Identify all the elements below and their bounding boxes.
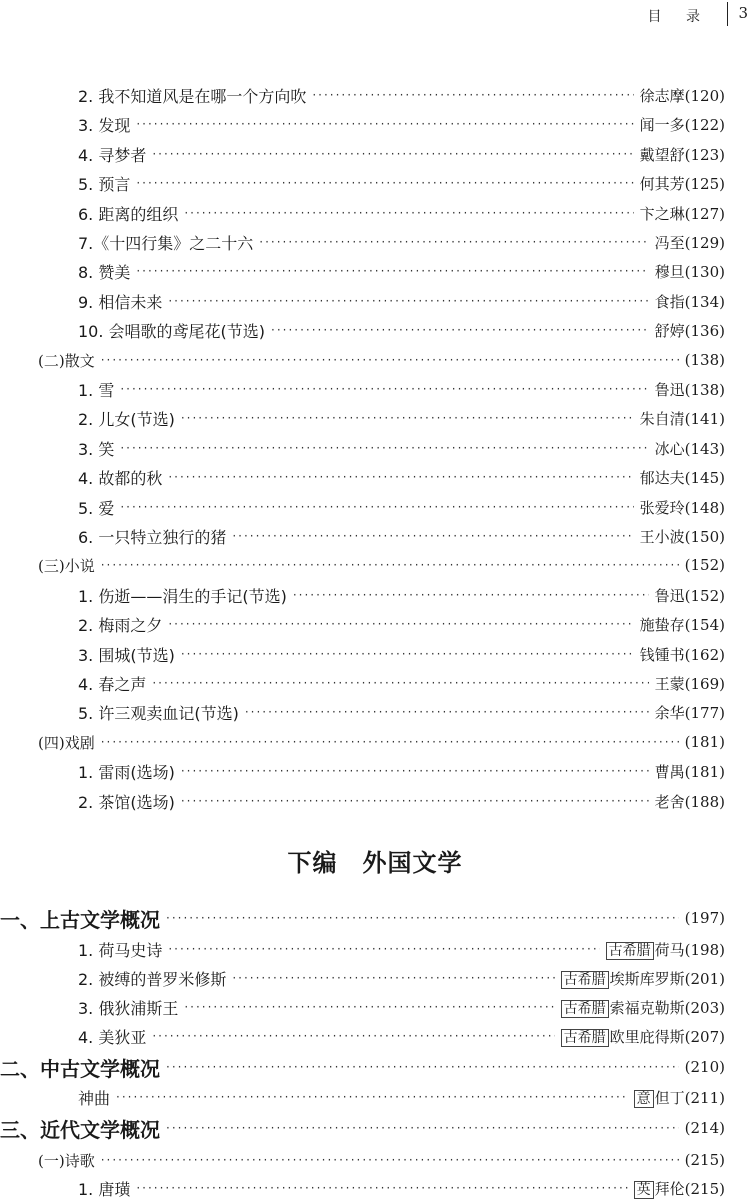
toc-entry-author-page bbox=[634, 526, 725, 547]
author-page-text: 埃斯库罗斯(201) bbox=[609, 969, 725, 988]
toc-entry bbox=[78, 757, 725, 785]
author-page-text: 舒婷(136) bbox=[654, 321, 725, 340]
author-page-text: 钱锺书(162) bbox=[639, 645, 725, 664]
toc-entry bbox=[78, 287, 725, 315]
dot-leader bbox=[136, 110, 633, 138]
dot-leader bbox=[166, 904, 679, 932]
toc-entry bbox=[78, 463, 725, 491]
dot-leader bbox=[101, 346, 679, 374]
toc-part-heading bbox=[0, 904, 725, 932]
author-page-text: 戴望舒(123) bbox=[639, 145, 725, 164]
dot-leader bbox=[136, 257, 648, 285]
author-page-text: (214) bbox=[684, 1119, 725, 1137]
author-page-text: (197) bbox=[684, 909, 725, 927]
toc-entry bbox=[78, 257, 725, 285]
author-page-text: 荷马(198) bbox=[654, 940, 725, 959]
dot-leader bbox=[259, 228, 648, 256]
toc-entry-title: 3. 发现 bbox=[78, 115, 131, 135]
toc-entry-title: 8. 赞美 bbox=[78, 262, 131, 282]
dot-leader bbox=[101, 728, 679, 756]
toc-entry-author-page bbox=[649, 320, 725, 341]
toc-entry-author-page bbox=[555, 968, 725, 989]
author-page-text: 拜伦(215) bbox=[654, 1179, 725, 1198]
toc-entry-title: (一)诗歌 bbox=[38, 1151, 95, 1170]
toc-entry bbox=[78, 581, 725, 609]
dot-leader bbox=[120, 434, 648, 462]
toc-entry-author-page bbox=[649, 438, 725, 459]
author-page-text: 闻一多(122) bbox=[639, 115, 725, 134]
dot-leader bbox=[181, 640, 634, 668]
origin-tag: 古希腊 bbox=[561, 971, 609, 989]
toc-entry-author-page bbox=[634, 467, 725, 488]
toc-entry-author-page bbox=[679, 1058, 725, 1076]
dot-leader bbox=[152, 140, 633, 168]
toc-entry-author-page bbox=[634, 114, 725, 135]
author-page-text: (181) bbox=[684, 733, 725, 751]
dot-leader bbox=[312, 81, 633, 109]
toc-entry bbox=[78, 404, 725, 432]
toc-entry-title: 3. 笑 bbox=[78, 439, 115, 459]
toc-entry-author-page bbox=[649, 791, 725, 812]
toc-entry bbox=[78, 110, 725, 138]
header-divider bbox=[727, 2, 728, 26]
toc-section-heading bbox=[38, 728, 725, 756]
toc-entry-title: (四)戏剧 bbox=[38, 733, 95, 752]
author-page-text: 欧里庇得斯(207) bbox=[609, 1027, 725, 1046]
toc-entry-author-page bbox=[634, 85, 725, 106]
toc-entry-author-page bbox=[634, 173, 725, 194]
dot-leader bbox=[120, 493, 633, 521]
toc-entry-author-page bbox=[649, 232, 725, 253]
author-page-text: 郁达夫(145) bbox=[639, 468, 725, 487]
author-page-text: 曹禺(181) bbox=[654, 762, 725, 781]
dot-leader bbox=[101, 551, 679, 579]
author-page-text: 冯至(129) bbox=[654, 233, 725, 252]
dot-leader bbox=[120, 375, 648, 403]
toc-entry-author-page bbox=[679, 351, 725, 369]
dot-leader bbox=[166, 1053, 679, 1081]
author-page-text: 鲁迅(152) bbox=[654, 586, 725, 605]
origin-tag: 古希腊 bbox=[561, 1029, 609, 1047]
toc-entry-title: 6. 距离的组织 bbox=[78, 204, 179, 224]
toc-part-heading bbox=[0, 1114, 725, 1142]
toc-entry-author-page bbox=[649, 585, 725, 606]
toc-entry bbox=[78, 610, 725, 638]
author-page-text: 卞之琳(127) bbox=[639, 204, 725, 223]
toc-entry-title: 3. 俄狄浦斯王 bbox=[78, 998, 179, 1018]
toc-entry-author-page bbox=[649, 673, 725, 694]
toc-entry-title: 二、中古文学概况 bbox=[0, 1056, 160, 1081]
toc-entry bbox=[78, 199, 725, 227]
toc-entry bbox=[78, 1022, 725, 1050]
author-page-text: (138) bbox=[684, 351, 725, 369]
author-page-text: (152) bbox=[684, 556, 725, 574]
dot-leader bbox=[152, 1022, 554, 1050]
toc-entry-title: 1. 雪 bbox=[78, 380, 115, 400]
toc-entry-title: 7.《十四行集》之二十六 bbox=[78, 233, 254, 253]
toc-entry-title: (二)散文 bbox=[38, 351, 95, 370]
toc-entry bbox=[78, 81, 725, 109]
author-page-text: 王小波(150) bbox=[639, 527, 725, 546]
dot-leader bbox=[166, 1114, 679, 1142]
toc-entry-author-page bbox=[649, 379, 725, 400]
section-title: 下编 外国文学 bbox=[287, 848, 463, 877]
toc-section-heading bbox=[38, 1146, 725, 1174]
toc-entry-author-page bbox=[679, 1119, 725, 1137]
toc-entry-title: 2. 我不知道风是在哪一个方向吹 bbox=[78, 86, 307, 106]
toc-entry-title: 1. 荷马史诗 bbox=[78, 940, 163, 960]
toc-entry bbox=[78, 640, 725, 668]
page-number: 3 bbox=[738, 4, 748, 22]
origin-tag: 英 bbox=[634, 1181, 654, 1199]
dot-leader bbox=[101, 1146, 679, 1174]
toc-entry-author-page bbox=[679, 909, 725, 927]
dot-leader bbox=[181, 757, 649, 785]
toc-entry bbox=[78, 522, 725, 550]
toc-entry bbox=[78, 140, 725, 168]
toc-entry bbox=[78, 669, 725, 697]
toc-entry-title: 10. 会唱歌的鸢尾花(节选) bbox=[78, 321, 266, 341]
toc-entry bbox=[78, 1083, 725, 1111]
toc-entry bbox=[78, 1174, 725, 1202]
header-label: 目 录 bbox=[647, 9, 710, 25]
author-page-text: 鲁迅(138) bbox=[654, 380, 725, 399]
toc-entry-author-page bbox=[634, 144, 725, 165]
toc-entry-author-page bbox=[679, 556, 725, 574]
toc-entry-title: 一、上古文学概况 bbox=[0, 907, 160, 932]
dot-leader bbox=[181, 787, 649, 815]
author-page-text: 但丁(211) bbox=[654, 1088, 725, 1107]
toc-entry-title: 5. 爱 bbox=[78, 498, 115, 518]
dot-leader bbox=[116, 1083, 628, 1111]
toc-entry bbox=[78, 493, 725, 521]
origin-tag: 古希腊 bbox=[606, 942, 654, 960]
toc-entry bbox=[78, 316, 725, 344]
toc-entry-author-page bbox=[634, 644, 725, 665]
toc-entry-author-page bbox=[634, 408, 725, 429]
toc-entry-author-page bbox=[634, 614, 725, 635]
dot-leader bbox=[168, 610, 633, 638]
dot-leader bbox=[293, 581, 649, 609]
dot-leader bbox=[232, 964, 554, 992]
toc-entry-author-page bbox=[649, 761, 725, 782]
toc-section-heading bbox=[38, 551, 725, 579]
toc-entry-title: 2. 茶馆(选场) bbox=[78, 792, 175, 812]
toc-part-heading bbox=[0, 1053, 725, 1081]
toc-entry-author-page bbox=[649, 291, 725, 312]
toc-entry-author-page bbox=[628, 1178, 725, 1199]
author-page-text: 老舍(188) bbox=[654, 792, 725, 811]
toc-entry-author-page bbox=[649, 261, 725, 282]
author-page-text: 徐志摩(120) bbox=[639, 86, 725, 105]
dot-leader bbox=[245, 698, 649, 726]
toc-entry bbox=[78, 169, 725, 197]
dot-leader bbox=[184, 993, 554, 1021]
toc-entry-title: (三)小说 bbox=[38, 556, 95, 575]
toc-entry-title: 神曲 bbox=[78, 1088, 111, 1108]
author-page-text: 余华(177) bbox=[654, 703, 725, 722]
toc-entry-title: 2. 儿女(节选) bbox=[78, 409, 175, 429]
dot-leader bbox=[232, 522, 633, 550]
toc-entry-title: 5. 许三观卖血记(节选) bbox=[78, 703, 239, 723]
toc-entry bbox=[78, 993, 725, 1021]
toc-entry-title: 4. 春之声 bbox=[78, 674, 147, 694]
author-page-text: 张爱玲(148) bbox=[639, 498, 725, 517]
toc-entry-title: 1. 雷雨(选场) bbox=[78, 762, 175, 782]
dot-leader bbox=[152, 669, 648, 697]
toc-entry bbox=[78, 228, 725, 256]
dot-leader bbox=[184, 199, 633, 227]
toc-entry-author-page bbox=[649, 702, 725, 723]
author-page-text: 朱自清(141) bbox=[639, 409, 725, 428]
toc-entry-title: 6. 一只特立独行的猪 bbox=[78, 527, 227, 547]
dot-leader bbox=[181, 404, 634, 432]
toc-entry-title: 2. 被缚的普罗米修斯 bbox=[78, 969, 227, 989]
toc-entry-author-page bbox=[555, 1026, 725, 1047]
toc-entry-author-page bbox=[634, 203, 725, 224]
toc-section-heading bbox=[38, 346, 725, 374]
author-page-text: 索福克勒斯(203) bbox=[609, 998, 725, 1017]
toc-entry-title: 三、近代文学概况 bbox=[0, 1117, 160, 1142]
toc-entry bbox=[78, 375, 725, 403]
dot-leader bbox=[136, 1174, 627, 1202]
toc-entry-author-page bbox=[628, 1087, 725, 1108]
toc-entry-title: 2. 梅雨之夕 bbox=[78, 615, 163, 635]
toc-entry-title: 4. 美狄亚 bbox=[78, 1027, 147, 1047]
author-page-text: 食指(134) bbox=[654, 292, 725, 311]
origin-tag: 意 bbox=[634, 1090, 654, 1108]
toc-entry bbox=[78, 434, 725, 462]
author-page-text: 王蒙(169) bbox=[654, 674, 725, 693]
running-header bbox=[550, 0, 750, 34]
origin-tag: 古希腊 bbox=[561, 1000, 609, 1018]
toc-entry-title: 3. 围城(节选) bbox=[78, 645, 175, 665]
dot-leader bbox=[136, 169, 633, 197]
author-page-text: (210) bbox=[684, 1058, 725, 1076]
toc-entry bbox=[78, 787, 725, 815]
toc-entry-title: 5. 预言 bbox=[78, 174, 131, 194]
author-page-text: 何其芳(125) bbox=[639, 174, 725, 193]
toc-entry-title: 9. 相信未来 bbox=[78, 292, 163, 312]
toc-entry-author-page bbox=[679, 733, 725, 751]
author-page-text: 施蛰存(154) bbox=[639, 615, 725, 634]
toc-entry-author-page bbox=[634, 497, 725, 518]
toc-entry bbox=[78, 698, 725, 726]
dot-leader bbox=[168, 463, 633, 491]
toc-entry-title: 4. 故都的秋 bbox=[78, 468, 163, 488]
author-page-text: 穆旦(130) bbox=[654, 262, 725, 281]
author-page-text: 冰心(143) bbox=[654, 439, 725, 458]
toc-entry bbox=[78, 964, 725, 992]
toc-entry-title: 1. 伤逝——涓生的手记(节选) bbox=[78, 586, 287, 606]
dot-leader bbox=[271, 316, 649, 344]
toc-entry-author-page bbox=[679, 1151, 725, 1169]
dot-leader bbox=[168, 287, 648, 315]
toc-entry-author-page bbox=[555, 997, 725, 1018]
dot-leader bbox=[168, 935, 599, 963]
toc-entry-title: 1. 唐璜 bbox=[78, 1179, 131, 1199]
author-page-text: (215) bbox=[684, 1151, 725, 1169]
toc-entry bbox=[78, 935, 725, 963]
toc-entry-title: 4. 寻梦者 bbox=[78, 145, 147, 165]
toc-entry-author-page bbox=[600, 939, 725, 960]
